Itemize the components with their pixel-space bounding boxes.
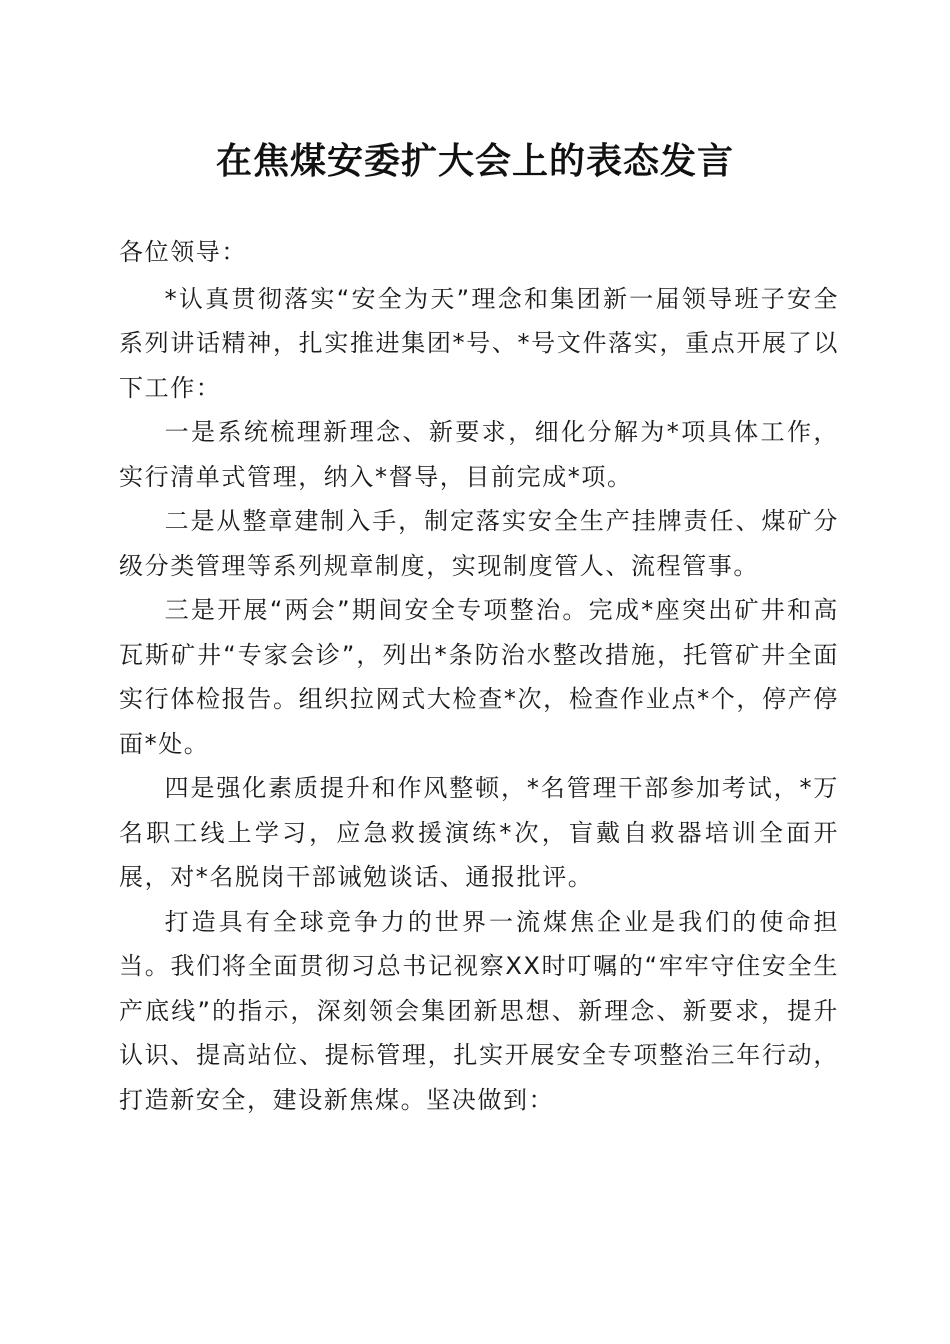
paragraph-item-1: 一是系统梳理新理念、新要求，细化分解为*项具体工作，实行清单式管理，纳入*督导，目前完成*项。 — [119, 418, 839, 491]
paragraph-item-3: 三是开展“两会”期间安全专项整治。完成*座突出矿井和高瓦斯矿井“专家会诊”，列出*条防治水整改措施，托管矿井全面实行体检报告。组织拉网式大检查*次，检查作业点*个，停产停面*处。 — [119, 596, 839, 758]
salutation: 各位领导： — [119, 238, 247, 266]
paragraph-commitment: 打造具有全球竞争力的世界一流煤焦企业是我们的使命担当。我们将全面贯彻习总书记视察XX时叮嘱的“牢牢守住安全生产底线”的指示，深刻领会集团新思想、新理念、新要求，提升认识、提高站位、提标管理，扎实开展安全专项整治三年行动，打造新安全，建设新焦煤。坚决做到： — [119, 907, 839, 1114]
paragraph-intro: *认真贯彻落实“安全为天”理念和集团新一届领导班子安全系列讲话精神，扎实推进集团*号、*号文件落实，重点开展了以下工作： — [119, 284, 839, 402]
document-body — [119, 230, 839, 1122]
paragraph-item-4: 四是强化素质提升和作风整顿，*名管理干部参加考试，*万名职工线上学习，应急救援演练*次，盲戴自救器培训全面开展，对*名脱岗干部诫勉谈话、通报批评。 — [119, 774, 839, 891]
document-title: 在焦煤安委扩大会上的表态发言 — [215, 140, 734, 182]
paragraph-item-2: 二是从整章建制入手，制定落实安全生产挂牌责任、煤矿分级分类管理等系列规章制度，实现制度管人、流程管事。 — [119, 507, 839, 580]
